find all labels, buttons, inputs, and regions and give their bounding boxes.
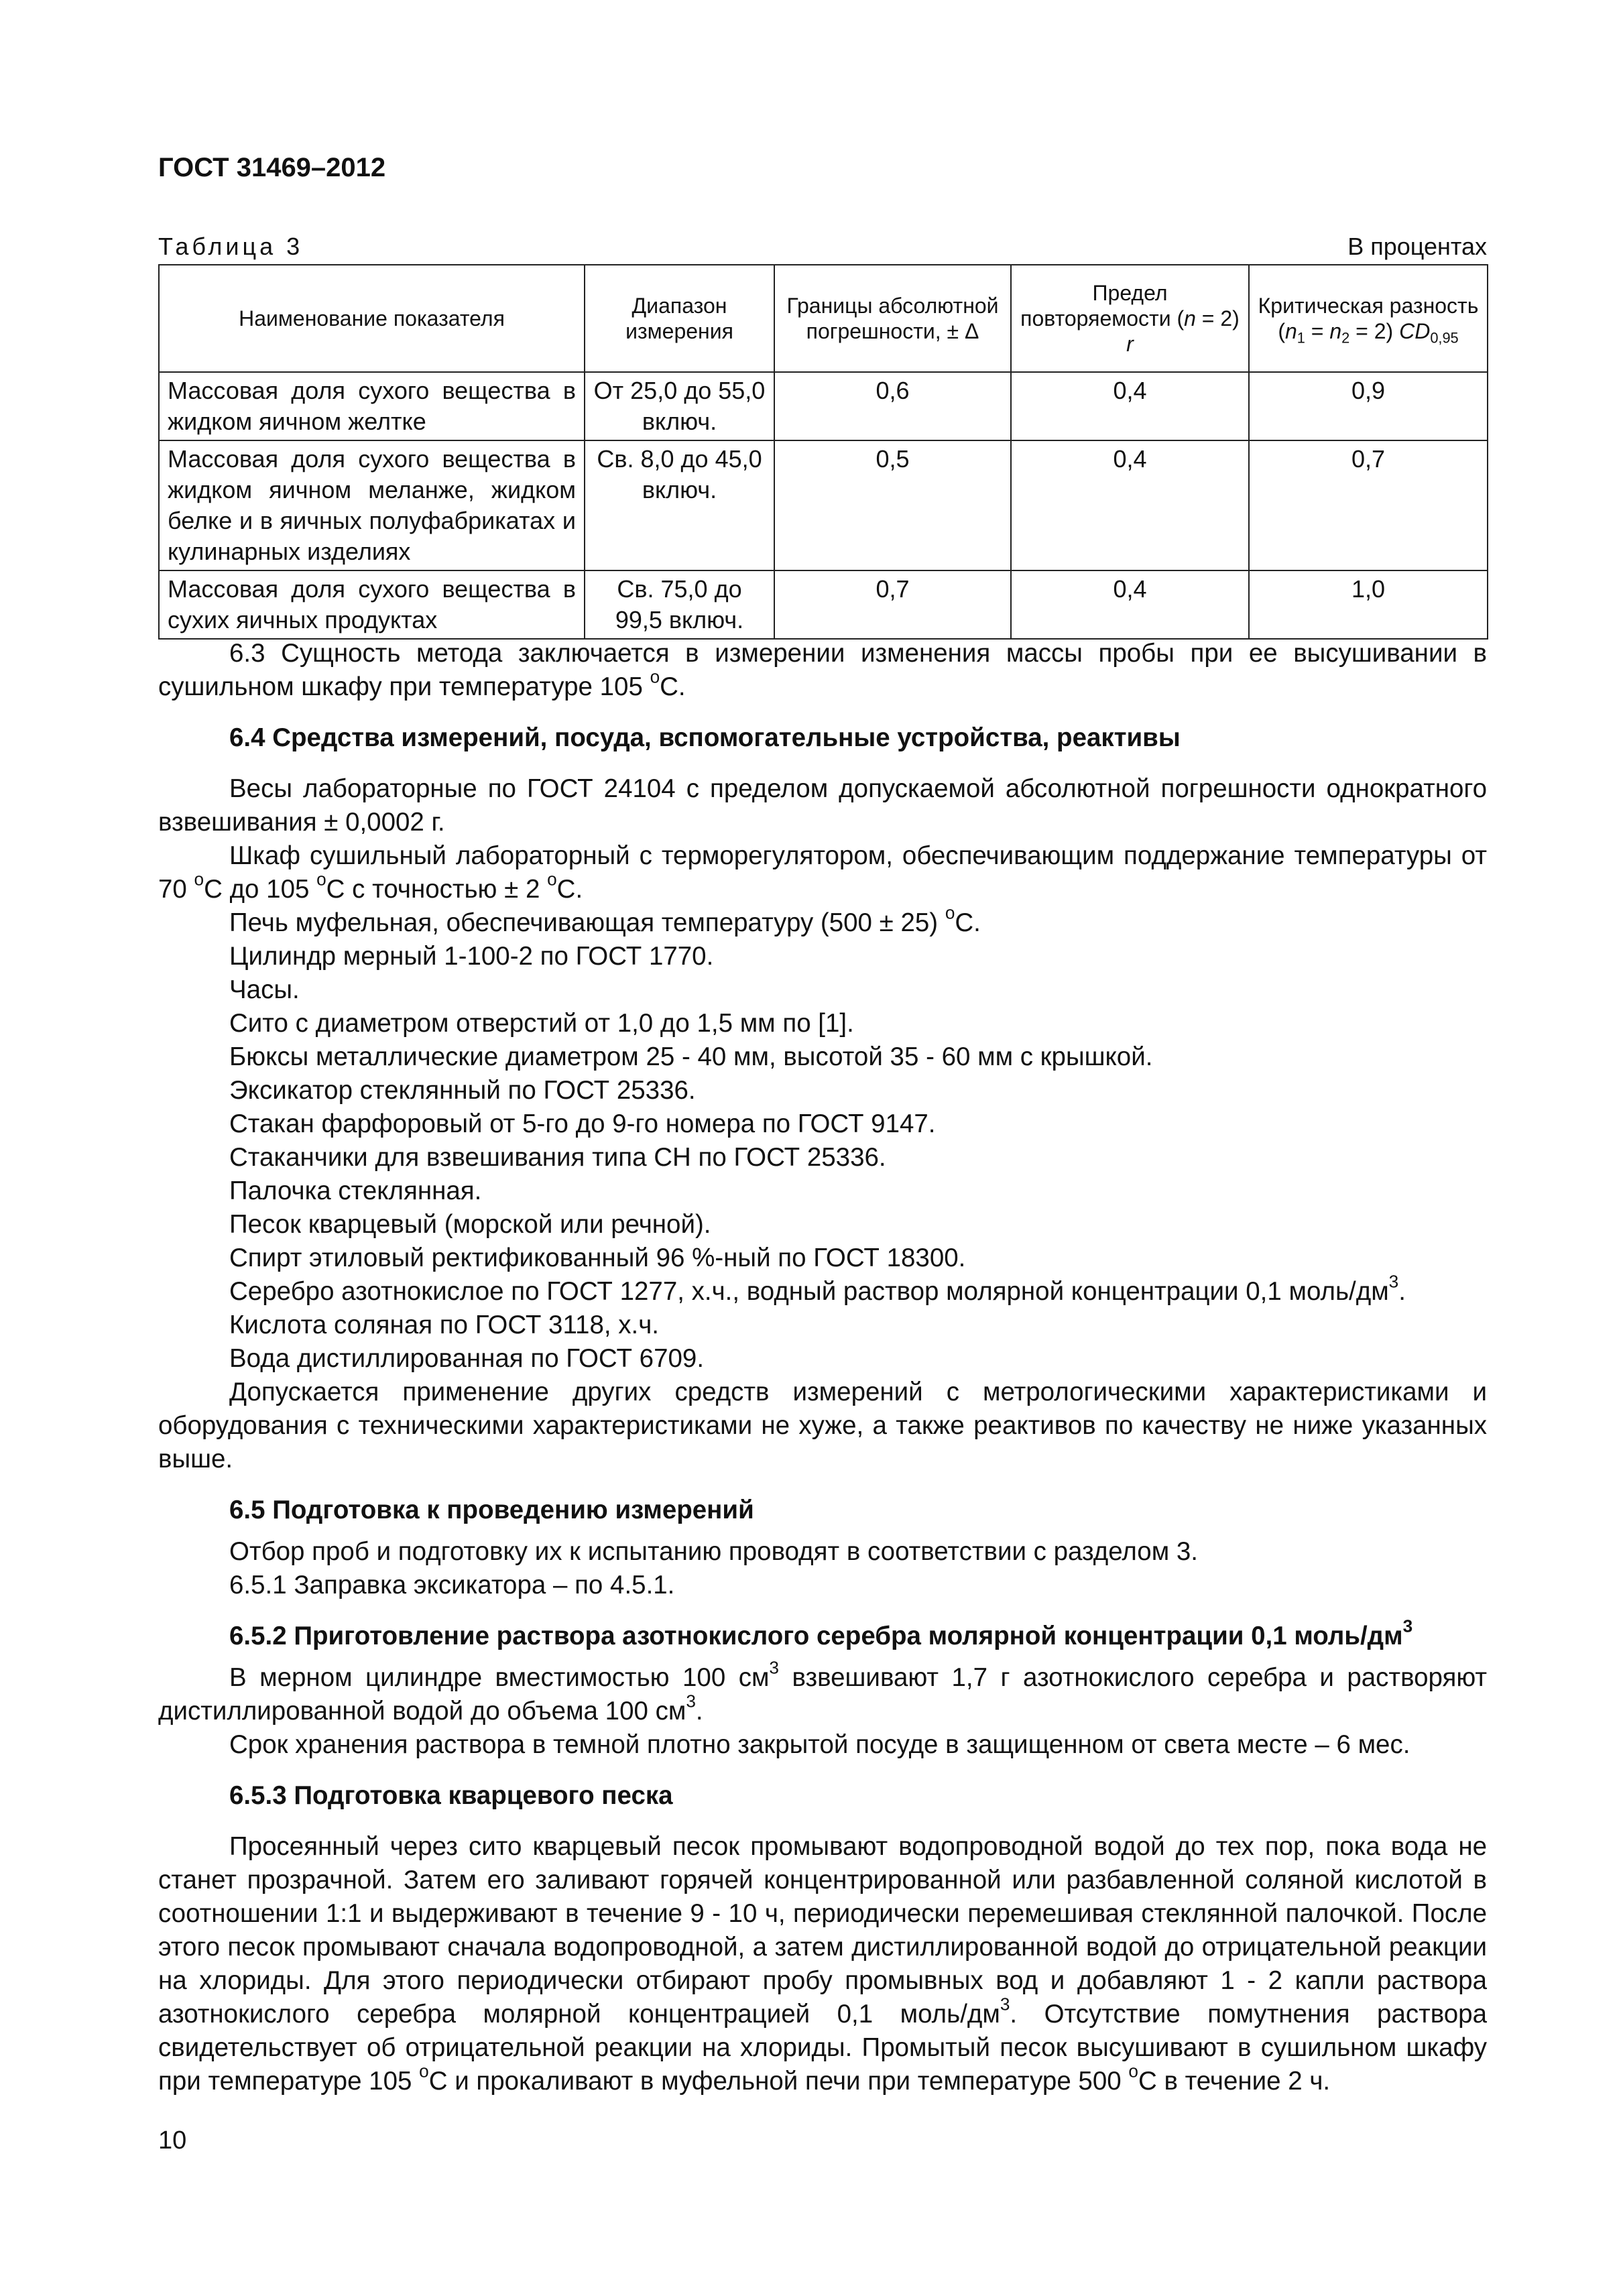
item-distilled-water: Вода дистиллированная по ГОСТ 6709.: [229, 1344, 705, 1373]
cell-error: 0,7: [774, 570, 1011, 639]
paragraph-6-5-2: [158, 1657, 1487, 1728]
superscript: 3: [686, 1691, 696, 1711]
table-units: В процентах: [1347, 233, 1487, 260]
degree-sup: о: [547, 869, 557, 890]
text: .: [695, 1697, 703, 1726]
text: С.: [556, 875, 583, 904]
item-oven: [158, 839, 1487, 906]
cell-name: Массовая доля сухого вещества в жидком яичном желтке: [159, 372, 585, 440]
cell-error: 0,6: [774, 372, 1011, 440]
header-range: Диапазон измерения: [585, 265, 774, 372]
header-crit-n1: n: [1285, 319, 1297, 343]
text: С.: [955, 908, 981, 937]
heading-6-4: 6.4 Средства измерений, посуда, вспомогательные устройства, реактивы: [229, 723, 1181, 752]
header-repeatability: [1011, 265, 1249, 372]
cell-name: Массовая доля сухого вещества в сухих яичных продуктах: [159, 570, 585, 639]
item-boxes: Бюксы металлические диаметром 25 - 40 мм, высотой 35 - 60 мм с крышкой.: [229, 1042, 1153, 1071]
item-glass-rod: Палочка стеклянная.: [229, 1176, 482, 1205]
header-crit-sub3: 0,95: [1430, 329, 1459, 347]
degree-sup: о: [650, 666, 660, 687]
header-critical-difference: [1249, 265, 1488, 372]
item-porcelain-beaker: Стакан фарфоровый от 5-го до 9-го номера по ГОСТ 9147.: [229, 1109, 936, 1138]
text: 6.3 Сущность метода заключается в измерении изменения массы пробы при ее высушивании в сушильном шкафу при температуре 105: [158, 639, 1487, 701]
cell-repeatability: 0,4: [1011, 440, 1249, 570]
text: Серебро азотнокислое по ГОСТ 1277, х.ч., водный раствор молярной концентрации 0,1 моль/дм: [229, 1277, 1389, 1306]
item-furnace: [158, 902, 1487, 940]
document-body: [158, 637, 1487, 2098]
cell-name: Массовая доля сухого вещества в жидком яичном меланже, жидком белке и в яичных полуфабрикатах и кулинарных изделиях: [159, 440, 585, 570]
document-header: ГОСТ 31469–2012: [158, 153, 386, 182]
header-crit-eq: =: [1305, 319, 1330, 343]
text: С.: [660, 672, 686, 701]
cell-critical-difference: 1,0: [1249, 570, 1488, 639]
header-crit-sub1: 1: [1297, 329, 1305, 347]
cell-repeatability: 0,4: [1011, 570, 1249, 639]
text: Печь муфельная, обеспечивающая температуру (500 ± 25): [229, 908, 945, 937]
cell-error: 0,5: [774, 440, 1011, 570]
text: . Отсутствие помутнения раствора свидетельствует об отрицательной реакции на хлориды. Промытый песок высушивают в сушильном шкафу при температуре 105: [158, 2000, 1487, 2096]
item-desiccator: Эксикатор стеклянный по ГОСТ 25336.: [229, 1076, 696, 1105]
text: .: [1398, 1277, 1406, 1306]
text: Просеянный через сито кварцевый песок промывают водопроводной водой до тех пор, пока вода не станет прозрачной. Затем его заливают горячей концентрированной или разбавленной соляной кислотой в соотношении 1:1 и выдерживают в течение 9 - 10 ч, периодически перемешивая стеклянной палочкой. После этого песок промывают сначала водопроводной, а затем дистиллированной водой до отрицательной реакции на хлориды. Для этого периодически отбирают пробу промывных вод и добавляют 1 - 2 капли раствора азотнокислого серебра молярной концентрацией 0,1 моль/дм: [158, 1832, 1487, 2029]
superscript: 3: [1388, 1271, 1399, 1292]
superscript: 3: [1000, 1994, 1010, 2014]
superscript: 3: [769, 1657, 779, 1678]
table-row: [159, 570, 1488, 639]
page-number: 10: [158, 2126, 187, 2155]
heading-6-5-3: 6.5.3 Подготовка кварцевого песка: [229, 1781, 673, 1810]
superscript: 3: [1402, 1616, 1413, 1636]
header-repeat-text-b: = 2): [1195, 306, 1240, 330]
item-weighing-cups: Стаканчики для взвешивания типа СН по ГОСТ 25336.: [229, 1143, 886, 1172]
header-repeat-r: r: [1126, 332, 1134, 356]
text: С с точностью ± 2: [326, 875, 548, 904]
cell-range: Св. 8,0 до 45,0 включ.: [585, 440, 774, 570]
text: Шкаф сушильный лабораторный с терморегулятором, обеспечивающим поддержание температуры от 70: [158, 841, 1487, 904]
item-scales: Весы лабораторные по ГОСТ 24104 с пределом допускаемой абсолютной погрешности однократного взвешивания ± 0,0002 г.: [158, 774, 1487, 837]
cell-range: От 25,0 до 55,0 включ.: [585, 372, 774, 440]
table-3: [158, 264, 1488, 640]
degree-sup: о: [1128, 2061, 1138, 2081]
degree-sup: о: [316, 869, 326, 890]
heading-6-5: 6.5 Подготовка к проведению измерений: [229, 1496, 754, 1524]
header-crit-text-b: = 2): [1349, 319, 1400, 343]
degree-sup: о: [945, 902, 955, 923]
table-row: [159, 440, 1488, 570]
degree-sup: о: [194, 869, 204, 890]
text: В мерном цилиндре вместимостью 100 см: [229, 1663, 770, 1692]
item-hydrochloric-acid: Кислота соляная по ГОСТ 3118, х.ч.: [229, 1311, 659, 1339]
paragraph-allowed: Допускается применение других средств измерений с метрологическими характеристиками и оборудования с техническими характеристиками не хуже, а также реактивов по качеству не ниже указанных выше.: [158, 1378, 1487, 1473]
text: взвешивают 1,7 г азотнокислого серебра и растворяют дистиллированной водой до объема 100 см: [158, 1663, 1487, 1726]
header-crit-sub2: 2: [1341, 329, 1350, 347]
header-name: Наименование показателя: [159, 265, 585, 372]
text: С и прокаливают в муфельной печи при температуре 500: [428, 2067, 1129, 2096]
text: С до 105: [204, 875, 317, 904]
header-repeat-text: Предел повторяемости (: [1020, 281, 1185, 330]
table-header-row: [159, 265, 1488, 372]
paragraph-6-5-1: 6.5.1 Заправка эксикатора – по 4.5.1.: [229, 1571, 675, 1599]
cell-critical-difference: 0,9: [1249, 372, 1488, 440]
heading-6-5-2: [158, 1616, 1487, 1653]
cell-range: Св. 75,0 до 99,5 включ.: [585, 570, 774, 639]
item-sand: Песок кварцевый (морской или речной).: [229, 1210, 711, 1239]
paragraph-sampling: Отбор проб и подготовку их к испытанию проводят в соответствии с разделом 3.: [229, 1537, 1198, 1566]
degree-sup: о: [419, 2061, 429, 2081]
header-repeat-n: n: [1184, 306, 1196, 330]
item-sieve: Сито с диаметром отверстий от 1,0 до 1,5 мм по [1].: [229, 1009, 854, 1038]
cell-critical-difference: 0,7: [1249, 440, 1488, 570]
header-error: Границы абсолютной погрешности, ± Δ: [774, 265, 1011, 372]
header-crit-cd: CD: [1399, 319, 1431, 343]
text: 6.5.2 Приготовление раствора азотнокислого серебра молярной концентрации 0,1 моль/дм: [229, 1622, 1403, 1650]
paragraph-storage: Срок хранения раствора в темной плотно закрытой посуде в защищенном от света месте – 6 мес.: [229, 1730, 1410, 1759]
paragraph-6-3: [158, 637, 1487, 704]
header-crit-n2: n: [1329, 319, 1342, 343]
header-crit-text: Критическая разность (: [1258, 294, 1479, 343]
paragraph-6-5-3: [158, 1830, 1487, 2098]
item-silver-nitrate: [158, 1271, 1487, 1309]
item-cylinder: Цилиндр мерный 1-100-2 по ГОСТ 1770.: [229, 942, 714, 971]
table-caption: Таблица 3: [158, 233, 304, 260]
table-row: [159, 372, 1488, 440]
cell-repeatability: 0,4: [1011, 372, 1249, 440]
text: С в течение 2 ч.: [1138, 2067, 1331, 2096]
item-clock: Часы.: [229, 975, 300, 1004]
item-ethanol: Спирт этиловый ректификованный 96 %-ный по ГОСТ 18300.: [229, 1244, 966, 1272]
